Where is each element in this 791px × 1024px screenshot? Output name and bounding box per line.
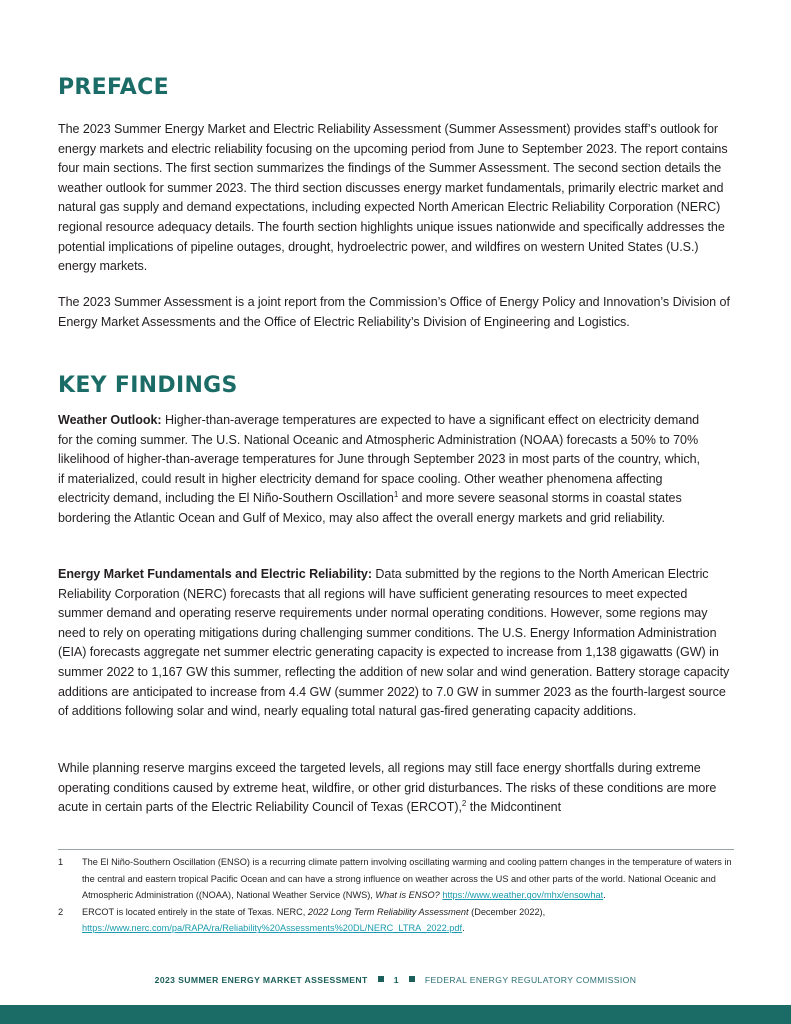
page-number: 1 (393, 975, 399, 985)
reserve-margins-paragraph (58, 759, 734, 818)
footnote-text: The El Niño-Southern Oscillation (ENSO) is a recurring climate pattern involving oscillating warming and cooling pattern changes in the temperature of waters in the central and eastern tropical Pacific Ocean and can have a strong influence on weather across the US and other parts of the world. National Oceanic and Atmospheric Administration ((NOAA), National Weather Service (NWS), (82, 857, 732, 901)
footnote-1 (58, 854, 734, 904)
footer-agency-name: FEDERAL ENERGY REGULATORY COMMISSION (424, 975, 637, 985)
footnote-number: 1 (58, 857, 64, 867)
square-separator-icon (409, 976, 415, 982)
footnote-italic-title: 2022 Long Term Reliability Assessment (307, 906, 469, 917)
footnote-divider (58, 849, 734, 850)
preface-heading: PREFACE (58, 75, 169, 100)
preface-paragraph-2: The 2023 Summer Assessment is a joint report from the Commission’s Office of Energy Policy and Innovation’s Division of Energy Market Assessments and the Office of Electric Reliability’s Division of Engineering and Logistics. (58, 295, 730, 329)
reserve-margins-text-a: While planning reserve margins exceed the targeted levels, all regions may still face energy shortfalls during extreme operating conditions caused by extreme heat, wildfire, or other grid disturbances. The risks of these conditions are more acute in certain parts of the Electric Reliability Council of Texas (ERCOT), (58, 761, 717, 815)
footnote-link[interactable]: https://www.weather.gov/mhx/ensowhat (442, 890, 604, 901)
page-footer (0, 975, 791, 985)
footnote-ref-1[interactable]: 1 (393, 490, 399, 500)
footnote-tail: . (603, 890, 606, 901)
footer-report-title: 2023 SUMMER ENERGY MARKET ASSESSMENT (154, 975, 368, 985)
weather-outlook-lead: Weather Outlook: (58, 413, 162, 427)
footnote-ref-2[interactable]: 2 (461, 799, 467, 809)
reserve-margins-text-b: the Midcontinent (466, 800, 562, 815)
market-fundamentals-text: Data submitted by the regions to the North American Electric Reliability Corporation (NERC) forecasts that all regions will have sufficient generating resources to meet expected summer demand and operating reserve requirements under normal operating conditions. However, some regions may need to rely on operating mitigations during challenging summer conditions. The U.S. Energy Information Administration (EIA) forecasts aggregate net summer electric generating capacity is expected to increase from 1,138 gigawatts (GW) in summer 2022 to 1,167 GW this summer, reflecting the addition of new solar and wind generation. Battery storage capacity additions are anticipated to increase from 4.4 GW (summer 2022) to 7.0 GW in summer 2023 as the fourth-largest source of additions following solar and wind, nearly equaling total natural gas-fired generating capacity additions. (58, 567, 730, 719)
market-fundamentals-paragraph (58, 565, 734, 722)
preface-paragraph-1: The 2023 Summer Energy Market and Electric Reliability Assessment (Summer Assessment) provides staff’s outlook for energy markets and electric reliability focusing on the upcoming period from June to September 2023. The report contains four main sections. The first section summarizes the findings of the Summer Assessment. The second section details the weather outlook for summer 2023. The third section discusses energy market fundamentals, primarily electric market and natural gas supply and demand expectations, including expected North American Electric Reliability Corporation (NERC) regional resource adequacy details. The fourth section highlights unique issues nationwide and specifically addresses the potential implications of pipeline outages, drought, hydroelectric power, and wildfires on western United States (U.S.) energy markets. (58, 122, 728, 274)
footnote-tail: . (462, 923, 465, 934)
footer-color-bar (0, 1005, 791, 1024)
footnote-number: 2 (58, 906, 64, 917)
weather-outlook-text-b: and more severe seasonal storms in coastal states bordering the Atlantic Ocean and Gulf of Mexico, may also affect the overall energy markets and grid reliability. (58, 491, 682, 525)
footnote-italic-title: What is ENSO? (375, 890, 440, 901)
footnote-link[interactable]: https://www.nerc.com/pa/RAPA/ra/Reliability%20Assessments%20DL/NERC_LTRA_2022.pdf (82, 923, 463, 934)
footnote-text: ERCOT is located entirely in the state of Texas. NERC, (82, 906, 308, 917)
footnote-2 (58, 904, 734, 937)
square-separator-icon (378, 976, 384, 982)
weather-outlook-paragraph (58, 411, 708, 529)
key-findings-heading: KEY FINDINGS (58, 373, 238, 398)
footnote-mid: (December 2022), (468, 906, 546, 917)
footnotes (58, 854, 734, 937)
weather-outlook-text-a: Higher-than-average temperatures are expected to have a significant effect on electricity demand for the coming summer. The U.S. National Oceanic and Atmospheric Administration (NOAA) forecasts a 50% to 70% likelihood of higher-than-average temperatures for June through September 2023 in most parts of the country, which, if materialized, could result in higher electricity demand for space cooling. Other weather phenomena affecting electricity demand, including the El Niño-Southern Oscillation (58, 413, 700, 506)
market-fundamentals-lead: Energy Market Fundamentals and Electric Reliability: (58, 567, 372, 581)
